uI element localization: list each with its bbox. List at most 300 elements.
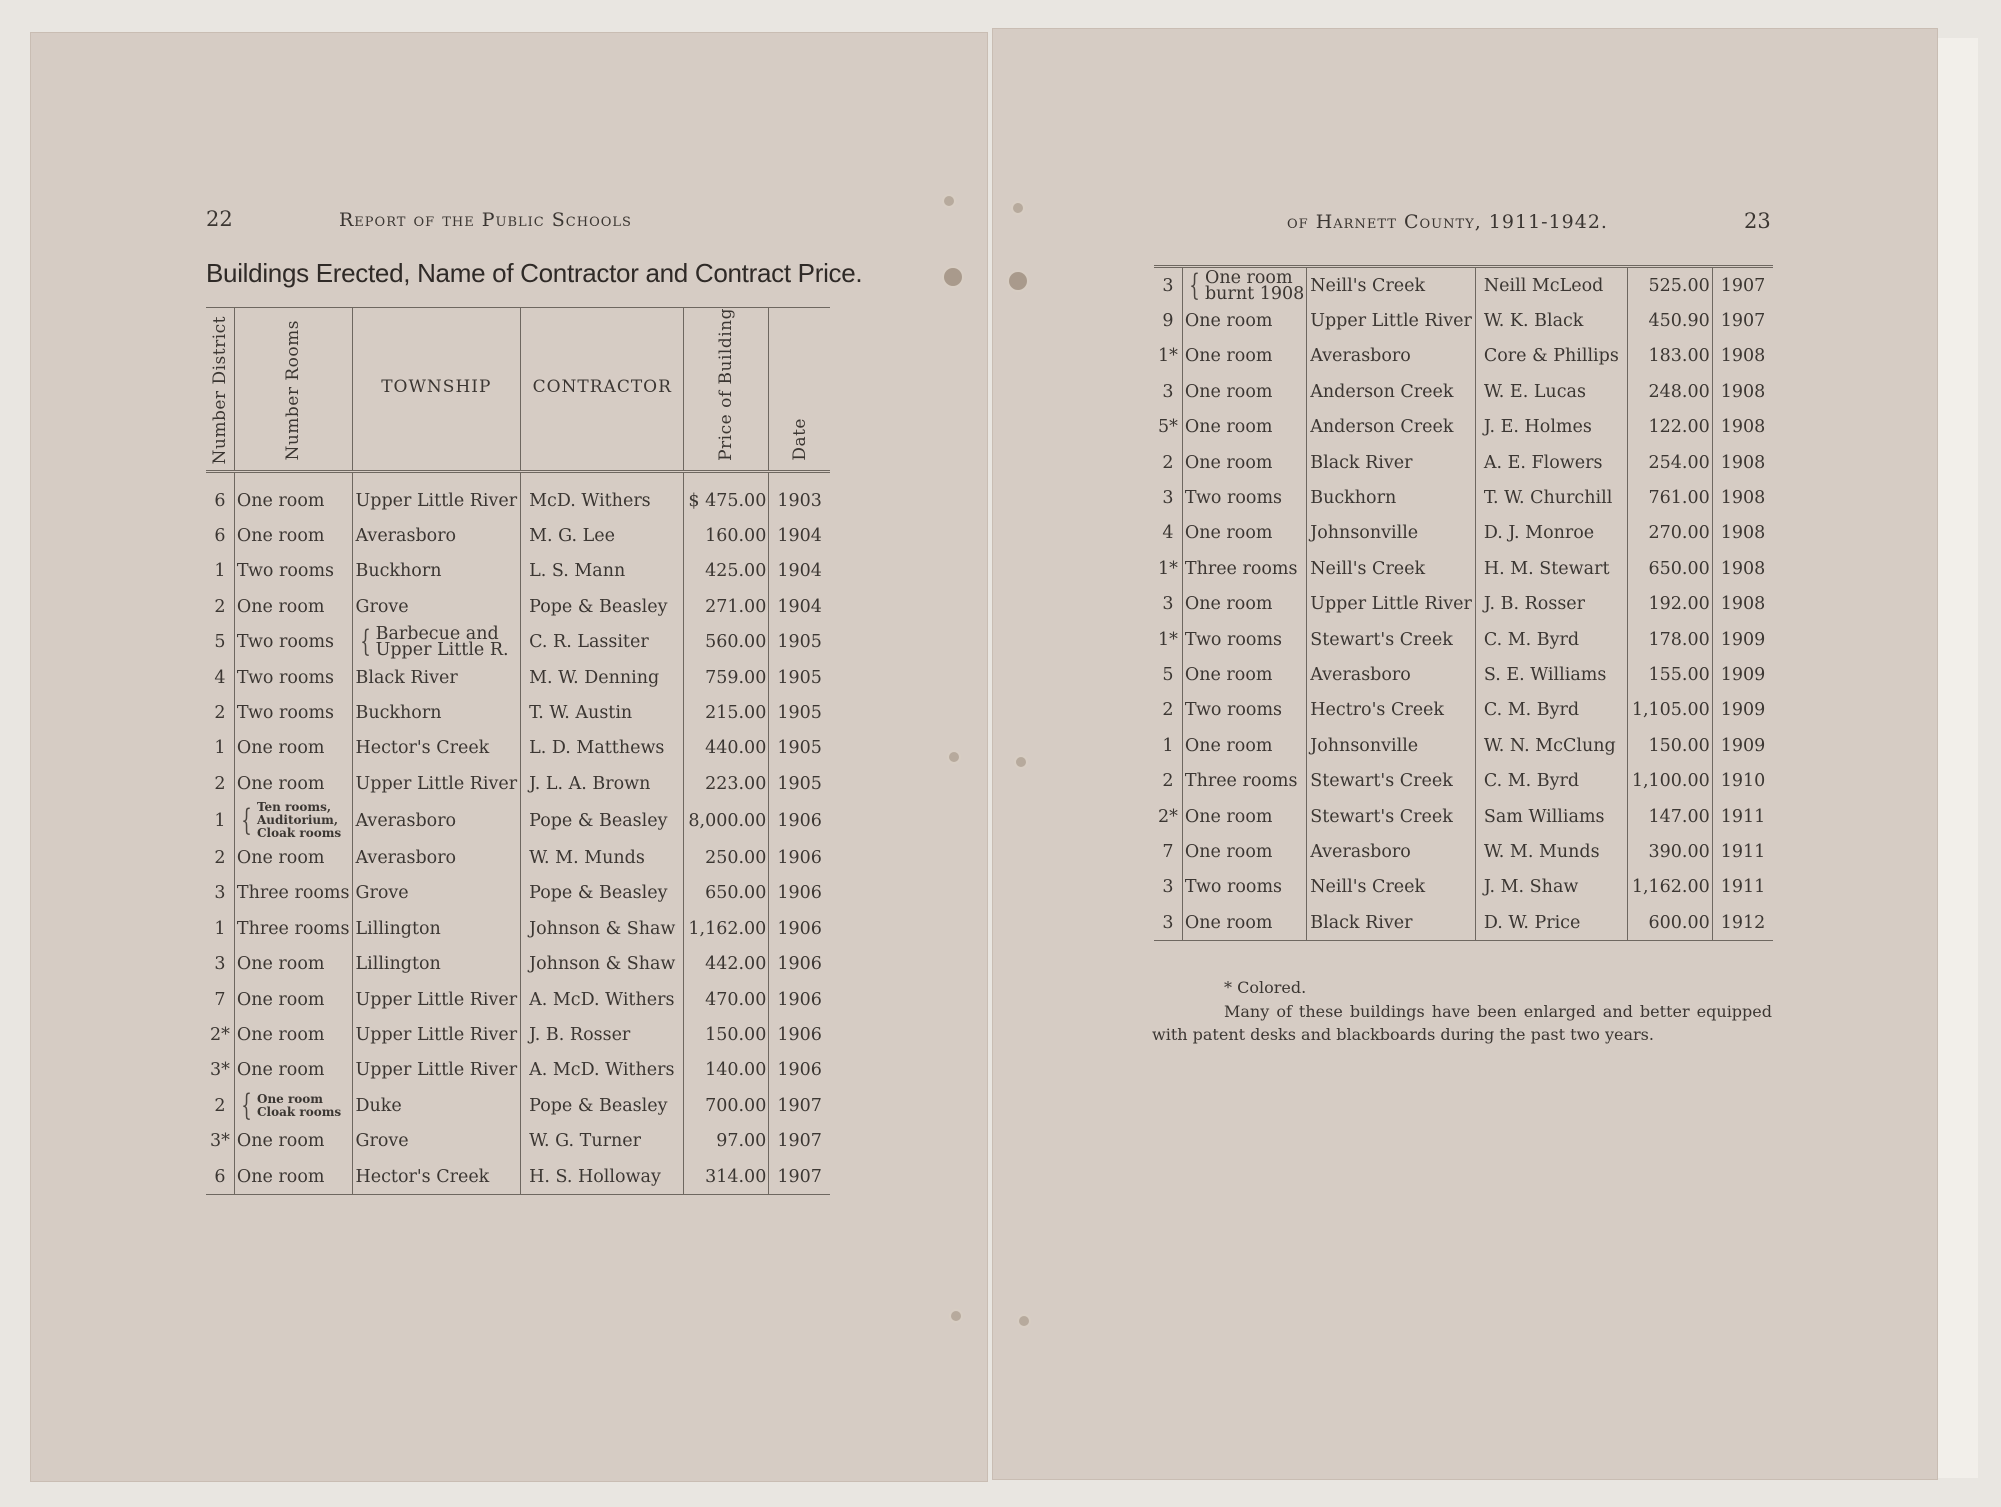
cell-price bbox=[1627, 657, 1712, 692]
cell-rooms: Two rooms bbox=[1182, 870, 1306, 905]
cell-township: Johnsonville bbox=[1307, 516, 1476, 551]
cell-township: Averasboro bbox=[1307, 657, 1476, 692]
cell-district: 2* bbox=[206, 1017, 234, 1052]
cell-date: 1905 bbox=[777, 667, 822, 688]
header-price: Price of Building bbox=[684, 308, 769, 472]
cell-price bbox=[684, 876, 769, 911]
brace-mark: { bbox=[1189, 267, 1200, 303]
running-head-right: of Harnett County, 1911-1942. bbox=[1287, 211, 1608, 233]
currency-symbol: $ bbox=[688, 490, 700, 511]
cell-contractor: W. M. Munds bbox=[1475, 834, 1627, 869]
table-row bbox=[1154, 763, 1773, 798]
table-row bbox=[206, 518, 830, 553]
page-number-left: 22 bbox=[206, 207, 233, 231]
header-rooms: Number Rooms bbox=[234, 308, 352, 472]
cell-township: Black River bbox=[1307, 445, 1476, 480]
cell-contractor: Pope & Beasley bbox=[521, 589, 684, 624]
table-row bbox=[1154, 622, 1773, 657]
cell-rooms: One room bbox=[234, 589, 352, 624]
cell-township: Averasboro bbox=[352, 518, 521, 553]
cell-rooms-lines bbox=[257, 1093, 341, 1119]
cell-township bbox=[352, 624, 521, 659]
cell-contractor: D. J. Monroe bbox=[1475, 516, 1627, 551]
price-value: 178.00 bbox=[1648, 629, 1710, 650]
cell-contractor: H. S. Holloway bbox=[521, 1159, 684, 1195]
cell-price bbox=[1627, 516, 1712, 551]
table-row bbox=[206, 766, 830, 801]
table-row bbox=[206, 1053, 830, 1088]
cell-contractor: Sam Williams bbox=[1475, 799, 1627, 834]
table-row bbox=[206, 589, 830, 624]
table-row bbox=[206, 695, 830, 730]
cell-date: 1905 bbox=[777, 632, 822, 653]
price-value: 470.00 bbox=[705, 989, 767, 1010]
binding-hole bbox=[1016, 757, 1026, 767]
cell-date: 1906 bbox=[777, 954, 822, 975]
cell-district: 5 bbox=[1154, 657, 1182, 692]
cell-rooms: One room bbox=[1182, 445, 1306, 480]
cell-rooms: One room bbox=[1182, 799, 1306, 834]
cell-price bbox=[684, 1159, 769, 1195]
price-value: 700.00 bbox=[705, 1095, 767, 1116]
cell-district: 3 bbox=[1154, 587, 1182, 622]
cell-rooms: One room bbox=[1182, 374, 1306, 409]
table-row bbox=[206, 660, 830, 695]
cell-contractor: A. McD. Withers bbox=[521, 982, 684, 1017]
cell-price bbox=[684, 695, 769, 730]
cell-rooms bbox=[234, 1088, 352, 1123]
cell-date: 1908 bbox=[1720, 594, 1766, 615]
binding-hole bbox=[1019, 1316, 1029, 1326]
cell-price bbox=[1627, 799, 1712, 834]
cell-price bbox=[684, 1124, 769, 1159]
cell-rooms: Three rooms bbox=[234, 911, 352, 946]
cell-contractor: Pope & Beasley bbox=[521, 876, 684, 911]
cell-township: Buckhorn bbox=[1307, 480, 1476, 515]
cell-rooms: Two rooms bbox=[234, 554, 352, 589]
cell-rooms-line: Cloak rooms bbox=[256, 1104, 342, 1119]
cell-rooms: One room bbox=[234, 518, 352, 553]
cell-township: Averasboro bbox=[1307, 339, 1476, 374]
cell-date: 1908 bbox=[1720, 381, 1766, 402]
cell-township: Upper Little River bbox=[352, 1053, 521, 1088]
cell-rooms: One room bbox=[1182, 410, 1306, 445]
table-row bbox=[206, 1124, 830, 1159]
cell-township: Anderson Creek bbox=[1307, 374, 1476, 409]
page-edge bbox=[1938, 38, 1978, 1478]
cell-date: 1910 bbox=[1720, 771, 1766, 792]
cell-contractor: J. B. Rosser bbox=[521, 1017, 684, 1052]
cell-date: 1911 bbox=[1720, 877, 1766, 898]
cell-township: Hector's Creek bbox=[352, 1159, 521, 1195]
brace-mark: { bbox=[359, 624, 371, 660]
header-district: Number District bbox=[206, 308, 234, 472]
cell-rooms-line: burnt 1908 bbox=[1204, 283, 1305, 304]
price-value: 122.00 bbox=[1648, 417, 1710, 438]
cell-rooms: One room bbox=[1182, 587, 1306, 622]
cell-date: 1908 bbox=[1720, 346, 1766, 367]
cell-township: Neill's Creek bbox=[1307, 870, 1476, 905]
cell-contractor: H. M. Stewart bbox=[1475, 551, 1627, 586]
cell-price bbox=[684, 1088, 769, 1123]
cell-rooms-group bbox=[237, 1087, 350, 1123]
cell-township: Black River bbox=[352, 660, 521, 695]
cell-date: 1908 bbox=[1720, 452, 1766, 473]
price-value: 440.00 bbox=[705, 738, 767, 759]
cell-price bbox=[1627, 267, 1712, 304]
cell-contractor: Johnson & Shaw bbox=[521, 947, 684, 982]
cell-contractor: W. M. Munds bbox=[521, 840, 684, 875]
cell-date: 1904 bbox=[777, 596, 822, 617]
cell-rooms: Two rooms bbox=[1182, 693, 1306, 728]
cell-district: 2 bbox=[1154, 693, 1182, 728]
cell-rooms-line: Ten rooms, bbox=[256, 800, 332, 815]
cell-date: 1911 bbox=[1720, 841, 1766, 862]
cell-contractor: M. G. Lee bbox=[521, 518, 684, 553]
cell-rooms bbox=[1182, 267, 1306, 304]
table-row bbox=[206, 731, 830, 766]
price-value: 155.00 bbox=[1648, 664, 1710, 685]
cell-rooms-line: One room bbox=[256, 1091, 324, 1106]
cell-district: 3* bbox=[206, 1053, 234, 1088]
table-row bbox=[206, 471, 830, 518]
cell-date: 1904 bbox=[777, 561, 822, 582]
cell-contractor: Pope & Beasley bbox=[521, 1088, 684, 1123]
cell-price bbox=[1627, 410, 1712, 445]
cell-district: 2 bbox=[1154, 763, 1182, 798]
cell-price bbox=[684, 731, 769, 766]
price-value: 1,162.00 bbox=[1631, 877, 1710, 898]
cell-district: 3 bbox=[206, 876, 234, 911]
cell-rooms: One room bbox=[234, 471, 352, 518]
cell-rooms-group bbox=[237, 801, 350, 840]
cell-date: 1903 bbox=[777, 490, 822, 511]
price-value: 425.00 bbox=[705, 561, 767, 582]
cell-price bbox=[1627, 834, 1712, 869]
cell-date: 1906 bbox=[777, 989, 822, 1010]
cell-rooms-lines bbox=[1204, 267, 1305, 304]
cell-date: 1904 bbox=[777, 525, 822, 546]
cell-township: Stewart's Creek bbox=[1307, 622, 1476, 657]
cell-price bbox=[684, 801, 769, 840]
price-value: 761.00 bbox=[1648, 488, 1710, 509]
cell-contractor: Neill McLeod bbox=[1475, 267, 1627, 304]
cell-price bbox=[684, 982, 769, 1017]
cell-rooms: One room bbox=[234, 1053, 352, 1088]
cell-township: Upper Little River bbox=[352, 1017, 521, 1052]
cell-contractor: C. R. Lassiter bbox=[521, 624, 684, 659]
cell-price bbox=[1627, 905, 1712, 941]
price-value: 250.00 bbox=[705, 848, 767, 869]
cell-price bbox=[1627, 445, 1712, 480]
cell-township-group bbox=[356, 624, 518, 661]
cell-contractor: D. W. Price bbox=[1475, 905, 1627, 941]
cell-district: 1 bbox=[1154, 728, 1182, 763]
cell-date: 1905 bbox=[777, 773, 822, 794]
table-row bbox=[1154, 480, 1773, 515]
table-row bbox=[1154, 870, 1773, 905]
cell-date: 1909 bbox=[1720, 664, 1766, 685]
cell-district: 6 bbox=[206, 471, 234, 518]
cell-rooms: One room bbox=[1182, 728, 1306, 763]
cell-district: 1 bbox=[206, 801, 234, 840]
cell-date: 1908 bbox=[1720, 488, 1766, 509]
cell-date: 1908 bbox=[1720, 558, 1766, 579]
price-value: 1,105.00 bbox=[1631, 700, 1710, 721]
cell-rooms: One room bbox=[1182, 339, 1306, 374]
cell-district: 7 bbox=[1154, 834, 1182, 869]
table-row bbox=[1154, 551, 1773, 586]
cell-district: 1* bbox=[1154, 551, 1182, 586]
table-row bbox=[1154, 516, 1773, 551]
price-value: 600.00 bbox=[1648, 912, 1710, 933]
cell-township: Averasboro bbox=[352, 840, 521, 875]
cell-contractor: M. W. Denning bbox=[521, 660, 684, 695]
cell-contractor: Pope & Beasley bbox=[521, 801, 684, 840]
cell-rooms-line: Auditorium, bbox=[256, 813, 338, 828]
cell-township: Lillington bbox=[352, 911, 521, 946]
cell-price bbox=[684, 518, 769, 553]
cell-district: 1 bbox=[206, 911, 234, 946]
table-row bbox=[1154, 374, 1773, 409]
cell-township: Grove bbox=[352, 876, 521, 911]
price-value: 271.00 bbox=[705, 596, 767, 617]
cell-rooms: One room bbox=[234, 982, 352, 1017]
cell-price bbox=[684, 766, 769, 801]
cell-price bbox=[684, 840, 769, 875]
cell-township: Neill's Creek bbox=[1307, 267, 1476, 304]
table-row bbox=[1154, 410, 1773, 445]
cell-township: Black River bbox=[1307, 905, 1476, 941]
binding-hole bbox=[1013, 203, 1023, 213]
cell-rooms: Two rooms bbox=[1182, 480, 1306, 515]
cell-price bbox=[1627, 374, 1712, 409]
cell-contractor: T. W. Churchill bbox=[1475, 480, 1627, 515]
cell-date: 1908 bbox=[1720, 523, 1766, 544]
cell-rooms: One room bbox=[1182, 657, 1306, 692]
cell-contractor: C. M. Byrd bbox=[1475, 693, 1627, 728]
cell-rooms: One room bbox=[234, 1017, 352, 1052]
cell-price bbox=[684, 624, 769, 659]
cell-rooms: One room bbox=[1182, 303, 1306, 338]
cell-rooms: Three rooms bbox=[1182, 551, 1306, 586]
cell-district: 9 bbox=[1154, 303, 1182, 338]
binding-hole bbox=[944, 268, 962, 286]
cell-township: Neill's Creek bbox=[1307, 551, 1476, 586]
cell-price bbox=[684, 660, 769, 695]
cell-contractor: L. S. Mann bbox=[521, 554, 684, 589]
table-row bbox=[1154, 339, 1773, 374]
price-value: 150.00 bbox=[1648, 735, 1710, 756]
cell-date: 1908 bbox=[1720, 417, 1766, 438]
cell-contractor: McD. Withers bbox=[521, 471, 684, 518]
cell-price bbox=[1627, 622, 1712, 657]
cell-date: 1912 bbox=[1720, 912, 1766, 933]
cell-date: 1909 bbox=[1720, 735, 1766, 756]
price-value: 97.00 bbox=[716, 1131, 767, 1152]
cell-district: 2 bbox=[206, 840, 234, 875]
cell-contractor: C. M. Byrd bbox=[1475, 763, 1627, 798]
cell-district: 7 bbox=[206, 982, 234, 1017]
cell-date: 1907 bbox=[1720, 311, 1766, 332]
cell-rooms: One room bbox=[234, 731, 352, 766]
cell-district: 3 bbox=[206, 947, 234, 982]
cell-price bbox=[684, 911, 769, 946]
cell-price bbox=[1627, 870, 1712, 905]
cell-price bbox=[1627, 551, 1712, 586]
table-row bbox=[206, 947, 830, 982]
cell-date: 1906 bbox=[777, 810, 822, 831]
cell-township: Upper Little River bbox=[1307, 587, 1476, 622]
cell-district: 2 bbox=[206, 695, 234, 730]
cell-district: 2 bbox=[206, 766, 234, 801]
cell-date: 1906 bbox=[777, 883, 822, 904]
cell-rooms: Two rooms bbox=[234, 695, 352, 730]
cell-rooms bbox=[234, 801, 352, 840]
price-value: 390.00 bbox=[1648, 841, 1710, 862]
cell-district: 3 bbox=[1154, 905, 1182, 941]
price-value: 147.00 bbox=[1648, 806, 1710, 827]
brace-mark: { bbox=[241, 1087, 252, 1123]
page-number-right: 23 bbox=[1744, 209, 1771, 233]
cell-rooms: One room bbox=[1182, 834, 1306, 869]
binding-hole bbox=[944, 196, 954, 206]
cell-contractor: A. McD. Withers bbox=[521, 1053, 684, 1088]
table-row bbox=[1154, 728, 1773, 763]
binding-hole bbox=[951, 1311, 961, 1321]
cell-district: 4 bbox=[1154, 516, 1182, 551]
cell-district: 3 bbox=[1154, 267, 1182, 304]
cell-price bbox=[684, 589, 769, 624]
cell-township: Grove bbox=[352, 589, 521, 624]
table-row bbox=[206, 624, 830, 659]
cell-rooms: Three rooms bbox=[234, 876, 352, 911]
cell-rooms-line: One room bbox=[1204, 267, 1293, 288]
price-value: 8,000.00 bbox=[688, 810, 767, 831]
cell-rooms: One room bbox=[1182, 905, 1306, 941]
cell-price bbox=[1627, 587, 1712, 622]
brace-mark: { bbox=[241, 802, 252, 838]
price-value: 1,162.00 bbox=[688, 918, 767, 939]
cell-rooms: One room bbox=[234, 840, 352, 875]
price-value: 560.00 bbox=[705, 632, 767, 653]
cell-contractor: A. E. Flowers bbox=[1475, 445, 1627, 480]
cell-rooms-line: Cloak rooms bbox=[256, 826, 342, 841]
price-value: 314.00 bbox=[705, 1166, 767, 1187]
table-row bbox=[206, 982, 830, 1017]
table-row bbox=[206, 876, 830, 911]
cell-contractor: J. B. Rosser bbox=[1475, 587, 1627, 622]
price-value: 192.00 bbox=[1648, 594, 1710, 615]
price-value: 759.00 bbox=[705, 667, 767, 688]
price-value: 270.00 bbox=[1648, 523, 1710, 544]
cell-township: Upper Little River bbox=[352, 471, 521, 518]
cell-township: Stewart's Creek bbox=[1307, 763, 1476, 798]
price-value: 140.00 bbox=[705, 1060, 767, 1081]
footnote: * Colored. bbox=[1224, 978, 1307, 997]
cell-price bbox=[1627, 693, 1712, 728]
cell-district: 1 bbox=[206, 554, 234, 589]
cell-contractor: J. E. Holmes bbox=[1475, 410, 1627, 445]
cell-contractor: C. M. Byrd bbox=[1475, 622, 1627, 657]
cell-date: 1909 bbox=[1720, 700, 1766, 721]
running-head-left: Report of the Public Schools bbox=[339, 209, 632, 231]
cell-contractor: T. W. Austin bbox=[521, 695, 684, 730]
cell-district: 3* bbox=[206, 1124, 234, 1159]
table-header-row bbox=[206, 308, 830, 472]
price-value: 650.00 bbox=[1648, 558, 1710, 579]
cell-township: Johnsonville bbox=[1307, 728, 1476, 763]
cell-date: 1907 bbox=[777, 1095, 822, 1116]
cell-date: 1905 bbox=[777, 738, 822, 759]
cell-contractor: J. L. A. Brown bbox=[521, 766, 684, 801]
cell-township-line: Upper Little R. bbox=[375, 640, 509, 661]
cell-contractor: J. M. Shaw bbox=[1475, 870, 1627, 905]
cell-contractor: Core & Phillips bbox=[1475, 339, 1627, 374]
price-value: 475.00 bbox=[705, 490, 767, 511]
cell-rooms: One room bbox=[234, 947, 352, 982]
cell-price bbox=[1627, 480, 1712, 515]
cell-rooms: One room bbox=[1182, 516, 1306, 551]
table-row bbox=[1154, 267, 1773, 304]
cell-district: 6 bbox=[206, 1159, 234, 1195]
cell-township: Stewart's Creek bbox=[1307, 799, 1476, 834]
cell-township: Averasboro bbox=[1307, 834, 1476, 869]
cell-contractor: L. D. Matthews bbox=[521, 731, 684, 766]
cell-date: 1907 bbox=[1720, 275, 1766, 296]
table-row bbox=[206, 1017, 830, 1052]
cell-township: Duke bbox=[352, 1088, 521, 1123]
binding-hole bbox=[1009, 272, 1027, 290]
table-row bbox=[206, 1159, 830, 1195]
cell-date: 1907 bbox=[777, 1131, 822, 1152]
cell-district: 3 bbox=[1154, 374, 1182, 409]
cell-price bbox=[1627, 763, 1712, 798]
cell-rooms: One room bbox=[234, 1159, 352, 1195]
cell-township: Hectro's Creek bbox=[1307, 693, 1476, 728]
table-row bbox=[1154, 693, 1773, 728]
header-contractor: CONTRACTOR bbox=[521, 308, 684, 472]
page-title: Buildings Erected, Name of Contractor and Contract Price. bbox=[206, 258, 863, 288]
cell-rooms-group bbox=[1185, 267, 1305, 304]
cell-district: 6 bbox=[206, 518, 234, 553]
table-row bbox=[206, 1088, 830, 1123]
cell-contractor: Johnson & Shaw bbox=[521, 911, 684, 946]
closing-note: Many of these buildings have been enlarged and better equipped with patent desks and blackboards during the past two years. bbox=[1152, 1002, 1772, 1044]
cell-township: Upper Little River bbox=[352, 766, 521, 801]
price-value: 248.00 bbox=[1648, 381, 1710, 402]
cell-township: Upper Little River bbox=[352, 982, 521, 1017]
cell-district: 2 bbox=[1154, 445, 1182, 480]
price-value: 215.00 bbox=[705, 702, 767, 723]
cell-date: 1906 bbox=[777, 1025, 822, 1046]
table-row bbox=[1154, 905, 1773, 941]
price-value: 150.00 bbox=[705, 1025, 767, 1046]
cell-district: 3 bbox=[1154, 870, 1182, 905]
cell-district: 3 bbox=[1154, 480, 1182, 515]
price-value: 650.00 bbox=[705, 883, 767, 904]
cell-price bbox=[684, 1053, 769, 1088]
cell-date: 1906 bbox=[777, 848, 822, 869]
header-township: TOWNSHIP bbox=[352, 308, 521, 472]
cell-contractor: W. K. Black bbox=[1475, 303, 1627, 338]
cell-township-lines bbox=[375, 624, 509, 661]
cell-township: Buckhorn bbox=[352, 695, 521, 730]
cell-rooms: Two rooms bbox=[1182, 622, 1306, 657]
cell-contractor: S. E. Williams bbox=[1475, 657, 1627, 692]
cell-price bbox=[1627, 339, 1712, 374]
price-value: 1,100.00 bbox=[1631, 771, 1710, 792]
